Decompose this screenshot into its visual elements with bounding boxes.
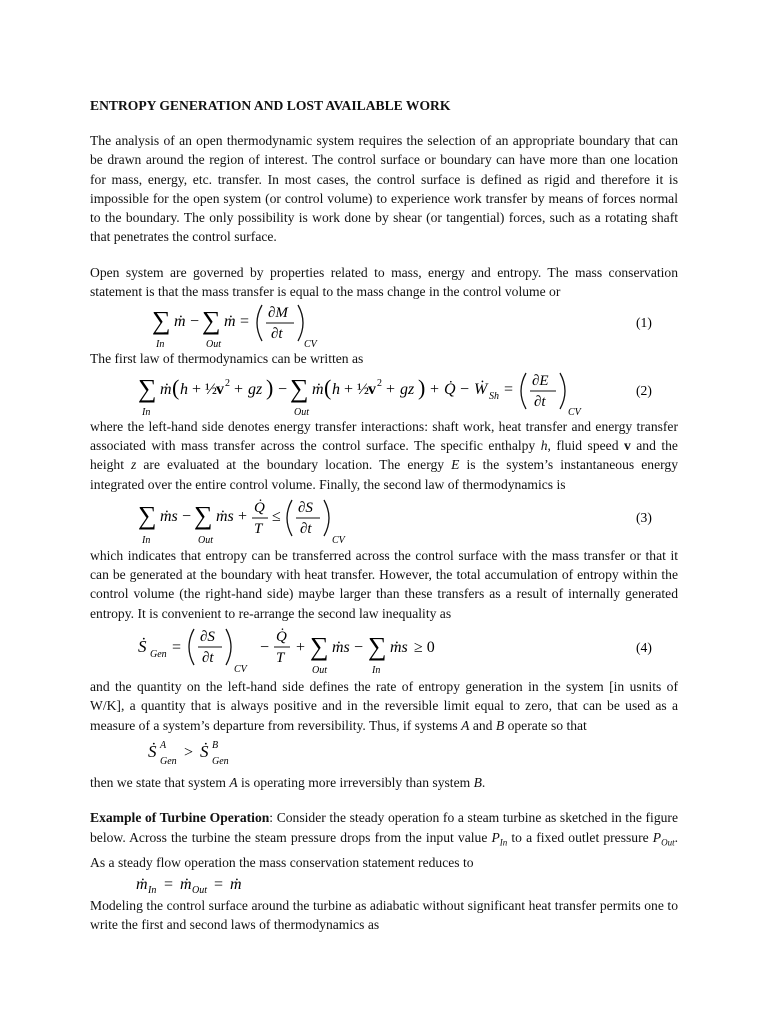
svg-text:Ṡ: Ṡ — [138, 637, 147, 657]
svg-text:+ ½: + ½ — [344, 380, 370, 398]
svg-text:h: h — [180, 380, 188, 398]
svg-text:B: B — [212, 739, 219, 751]
svg-text:∂S: ∂S — [298, 499, 313, 516]
equation-2 — [90, 369, 678, 417]
paragraph-adiabatic-model: Modeling the control surface around the turbine as adiabatic without significant heat transfer permits one to write the first and second laws of thermodynamics as — [90, 897, 678, 933]
svg-text:+: + — [296, 639, 306, 657]
svg-text:ṁ: ṁ — [174, 313, 186, 331]
paragraph-intro: The analysis of an open thermodynamic system requires the selection of an appropriate boundary that can be drawn around the region of interest. The control surface or boundary can have more than one location for mass, energy, etc. transfer. In most cases, the control surface is defined as rigid and therefore it is impossible for the open system (or control volume) to experience work transfer by means of forces normal to the boundary. The only possibility is work done by shear (or tangential) forces, such as a rotating shaft that penetrates the control surface. — [90, 133, 678, 245]
equation-4-number: (4) — [636, 640, 652, 656]
svg-text:−: − — [354, 639, 364, 657]
equation-4-svg — [90, 623, 678, 677]
svg-text:T: T — [254, 520, 263, 537]
eq1-sub-in: In — [156, 339, 165, 350]
svg-text:+ ½: + ½ — [192, 380, 218, 398]
svg-text:Gen: Gen — [212, 755, 229, 767]
svg-text:ṁ: ṁ — [230, 875, 242, 893]
svg-text:Ẇ: Ẇ — [474, 380, 488, 398]
svg-text:ṁs: ṁs — [216, 507, 234, 525]
svg-text:h: h — [332, 380, 340, 398]
svg-text:A: A — [160, 739, 167, 751]
svg-text:=: = — [172, 639, 182, 657]
svg-text:∂t: ∂t — [300, 520, 312, 537]
paragraph-second-law-explanation: which indicates that entropy can be transferred across the control surface with the mass transfer or that it can be generated at the boundary with heat transfer. However, the total accumulation of entropy within the control volume (the right-hand side) maybe larger than these transfers as a result of internally generated entropy. It is convenient to re-arrange the second law inequality as — [90, 547, 678, 621]
svg-text:gz: gz — [248, 380, 263, 398]
paragraph-entropy-generation: and the quantity on the left-hand side defines the rate of entropy generation in the system [in usnits of W/K], a quantity that is always positive and in the reversible limit equal to zero, that can be used as a measure of a system’s departure from reversibility. Thus, if systems A and B operate so that — [90, 679, 678, 733]
eq4-sub-out: Out — [312, 665, 327, 677]
equation-2-svg — [90, 369, 678, 417]
equation-2-number: (2) — [636, 382, 652, 398]
svg-text:Q̇: Q̇ — [444, 380, 456, 398]
svg-text:−: − — [260, 639, 270, 657]
eq2-sub-out: Out — [294, 406, 309, 417]
svg-text:In: In — [148, 884, 157, 896]
svg-text:=: = — [164, 875, 174, 893]
paragraph-governing: Open system are governed by properties related to mass, energy and entropy. The mass conservation statement is that the mass transfer is equal to the mass change in the control volume or — [90, 264, 678, 300]
equation-4 — [90, 623, 678, 677]
paragraph-turbine-example: Example of Turbine Operation: Consider the steady operation fo a steam turbine as sketched in the figure below. Across the turbine the steam pressure drops from the input value $P_{In}$ to a fixed outlet pressure $P_{Out}$. As a steady flow operation the mass conservation statement reduces to — [90, 810, 678, 870]
svg-text:∑: ∑ — [138, 373, 157, 403]
equation-mass-flow — [90, 872, 678, 896]
svg-text:∑: ∑ — [152, 306, 171, 336]
equation-3 — [90, 494, 678, 546]
equation-3-svg — [90, 494, 678, 546]
equation-mass-flow-svg — [90, 872, 678, 896]
svg-text:Gen: Gen — [160, 755, 177, 767]
svg-text:∑: ∑ — [368, 632, 387, 662]
svg-text:+: + — [234, 380, 244, 398]
svg-text:∑: ∑ — [290, 373, 309, 403]
svg-text:Ṡ: Ṡ — [200, 741, 209, 761]
svg-text:−: − — [182, 507, 192, 525]
example-heading: Example of Turbine Operation — [90, 810, 270, 826]
svg-text:=: = — [214, 875, 224, 893]
svg-text:>: > — [184, 743, 194, 761]
svg-text:2: 2 — [377, 377, 382, 389]
svg-text:∑: ∑ — [138, 500, 157, 530]
svg-text:∂E: ∂E — [532, 372, 549, 389]
equation-3-number: (3) — [636, 509, 652, 525]
svg-text:=: = — [240, 313, 250, 331]
svg-text:+: + — [386, 380, 396, 398]
equation-inequality — [90, 735, 678, 773]
svg-text:(: ( — [324, 374, 332, 400]
svg-text:∂M: ∂M — [268, 305, 288, 322]
eq2-sub-in: In — [142, 406, 151, 417]
equation-1 — [90, 301, 678, 349]
paragraph-first-law-intro: The first law of thermodynamics can be written as — [90, 351, 364, 367]
paragraph-first-law-explanation: where the left-hand side denotes energy transfer interactions: shaft work, heat transfer and energy transfer associated with mass transfer across the control surface. The specific enthalpy h, fluid speed v and the height z are evaluated at the boundary location. The energy E is the system’s instantaneous energy integrated over the entire control volume. Finally, the second law of thermodynamics is — [90, 418, 678, 492]
eq2-sub-cv: CV — [568, 406, 581, 417]
svg-text:v: v — [216, 380, 224, 398]
svg-text:−: − — [460, 380, 470, 398]
page-title: ENTROPY GENERATION AND LOST AVAILABLE WORK — [90, 98, 451, 113]
eq3-sub-in: In — [142, 534, 151, 546]
svg-text:=: = — [504, 380, 514, 398]
svg-text:ṁ: ṁ — [224, 313, 236, 331]
svg-text:∑: ∑ — [310, 632, 329, 662]
paragraph-irreversibility: then we state that system A is operating more irreversibly than system B. — [90, 774, 486, 790]
svg-text:): ) — [266, 374, 274, 400]
eq4-sub-cv: CV — [234, 664, 247, 676]
svg-text:T: T — [276, 650, 285, 667]
svg-text:ṁs: ṁs — [390, 639, 408, 657]
svg-text:≤: ≤ — [272, 507, 281, 525]
svg-text:ṁ: ṁ — [160, 380, 172, 398]
svg-text:Out: Out — [192, 884, 207, 896]
svg-text:gz: gz — [400, 380, 415, 398]
svg-text:∂t: ∂t — [202, 650, 214, 667]
svg-text:ṁ: ṁ — [180, 875, 192, 893]
svg-text:+: + — [430, 380, 440, 398]
svg-text:ṁs: ṁs — [160, 507, 178, 525]
svg-text:Ṡ: Ṡ — [148, 741, 157, 761]
eq1-sub-cv: CV — [304, 339, 317, 350]
svg-text:ṁ: ṁ — [312, 380, 324, 398]
eq3-sub-out: Out — [198, 534, 213, 546]
svg-text:Sh: Sh — [489, 390, 499, 402]
svg-text:∂t: ∂t — [271, 326, 283, 343]
svg-text:): ) — [418, 374, 426, 400]
svg-text:∂S: ∂S — [200, 629, 215, 646]
eq1-sub-out: Out — [206, 339, 221, 350]
svg-text:−: − — [278, 380, 288, 398]
eq3-sub-cv: CV — [332, 534, 345, 546]
svg-text:≥ 0: ≥ 0 — [414, 639, 435, 657]
svg-text:∑: ∑ — [202, 306, 221, 336]
equation-1-svg — [90, 301, 678, 349]
svg-text:∂t: ∂t — [534, 393, 546, 410]
eq4-sub-gen: Gen — [150, 649, 167, 661]
equation-1-number: (1) — [636, 315, 652, 331]
svg-text:−: − — [190, 313, 200, 331]
svg-text:v: v — [368, 380, 376, 398]
svg-text:Q̇: Q̇ — [276, 629, 287, 646]
svg-text:Q̇: Q̇ — [254, 499, 265, 516]
svg-text:ṁs: ṁs — [332, 639, 350, 657]
svg-text:(: ( — [172, 374, 180, 400]
eq4-sub-in: In — [372, 665, 381, 677]
equation-inequality-svg — [90, 735, 678, 773]
svg-text:ṁ: ṁ — [136, 875, 148, 893]
svg-text:2: 2 — [225, 377, 230, 389]
svg-text:∑: ∑ — [194, 500, 213, 530]
svg-text:+: + — [238, 507, 248, 525]
